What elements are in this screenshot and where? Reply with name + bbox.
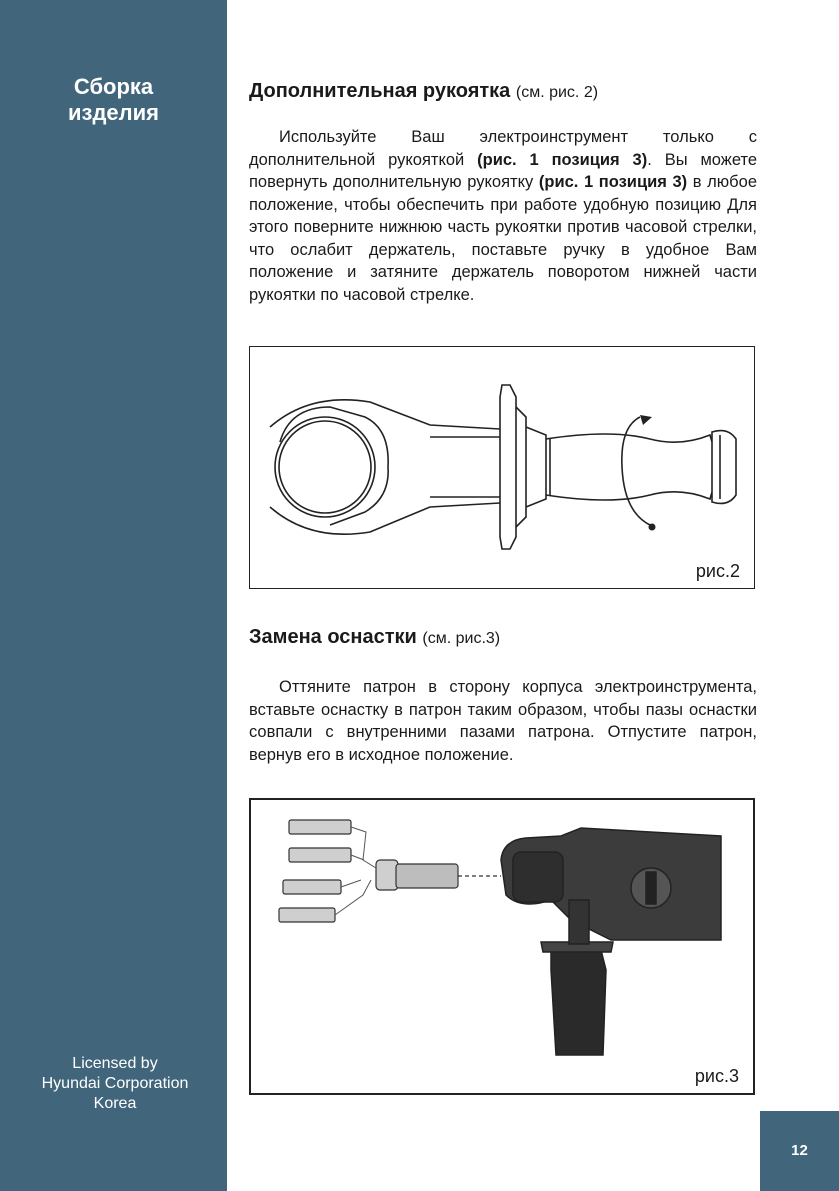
section1-heading-text: Дополнительная рукоятка: [249, 80, 511, 102]
figure-3-caption: рис.3: [694, 1066, 739, 1086]
license-line1: Licensed by: [72, 1055, 158, 1072]
section1-text-b: (рис. 1 позиция 3): [477, 150, 648, 169]
section1-text-c: . Вы можете повернуть дополнительную рукоятку: [249, 150, 757, 191]
page-number: 12: [760, 1111, 839, 1191]
section1-paragraph: [249, 126, 757, 306]
section-title-line2: изделия: [68, 100, 159, 125]
section1-text-e: в любое положение, чтобы обеспечить при работе удобную позицию Для этого поверните нижнюю часть рукоятки против часовой стрелки, что ослабит держатель, поставьте ручку в удобное Вам положение и затяните держатель поворотом нижней части рукоятки по часовой стрелке.: [249, 173, 757, 304]
section-title: [0, 74, 227, 126]
license-line3: Korea: [93, 1095, 137, 1112]
side-handle-drawing: [250, 347, 756, 590]
section1-heading: [249, 80, 598, 103]
section-title-line1: Сборка: [73, 74, 154, 99]
section2-heading: [249, 626, 500, 649]
section2-paragraph: Оттяните патрон в сторону корпуса электроинструмента, вставьте оснастку в патрон таким образом, чтобы пазы оснастки совпали с внутренними пазами патрона. Отпустите патрон, вернув его в исходное положение.: [249, 678, 757, 764]
section1-text-d: (рис. 1 позиция 3): [538, 173, 688, 191]
section1-heading-ref: (см. рис. 2): [515, 84, 599, 101]
section1-text-a: Используйте Ваш электроинструмент только с дополнительной рукояткой: [249, 128, 757, 169]
section2-heading-text: Замена оснастки: [249, 626, 417, 648]
license-note: [0, 1054, 230, 1114]
figure-2-caption: рис.2: [695, 561, 740, 581]
sidebar: [0, 0, 227, 1191]
license-line2: Hyundai Corporation: [41, 1075, 189, 1092]
drill-bits-drawing: [251, 800, 757, 1097]
figure-2: [249, 346, 755, 589]
section2-heading-ref: (см. рис.3): [422, 630, 501, 647]
figure-3: [249, 798, 755, 1095]
